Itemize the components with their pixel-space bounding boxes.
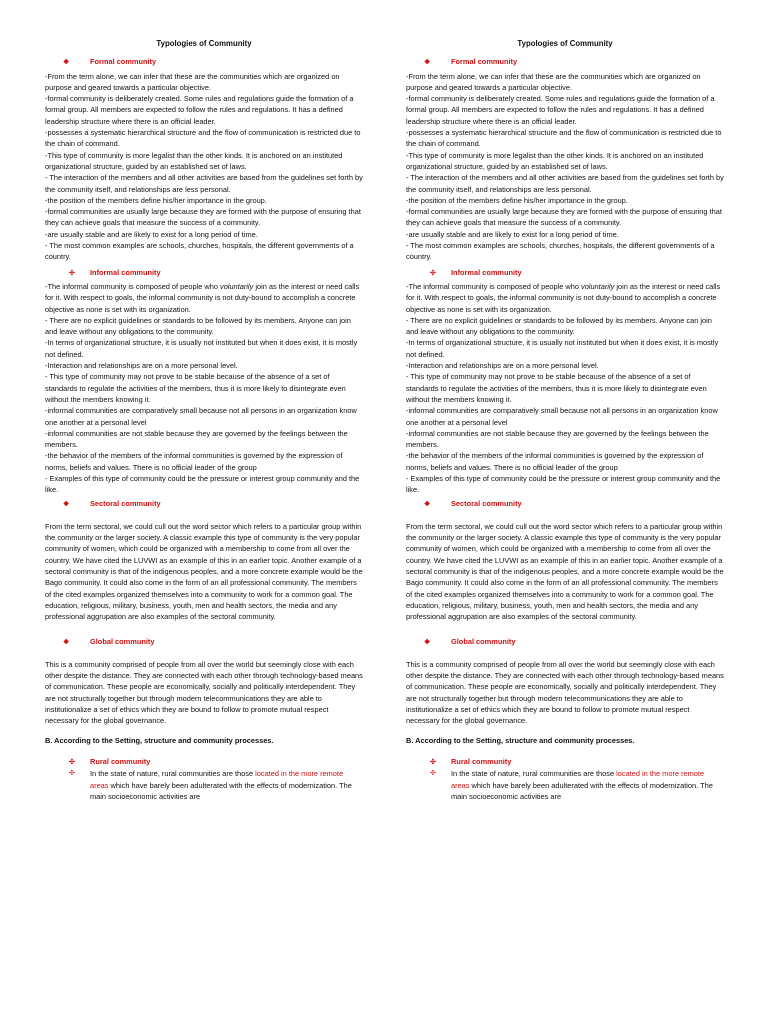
diamond-bullet-icon: ❖ <box>424 638 431 646</box>
informal-heading <box>45 267 363 279</box>
paragraph: -formal communities are usually large because they are formed with the purpose of ensuring that they can achieve goals that measure the success of a community. <box>45 207 361 228</box>
global-heading-label: Global community <box>90 636 155 646</box>
four-point-star-icon: ✣ <box>430 770 436 778</box>
informal-body <box>45 281 363 496</box>
paragraph: - There are no explicit guidelines or standards to be followed by its members. Anyone can join and leave without any obligations to the community. <box>45 315 351 337</box>
paragraph: -In terms of organizational structure, it is usually not instituted but when it does exist, it is mostly not defined. <box>406 338 719 359</box>
paragraph: -possesses a systematic hierarchical structure and the flow of communication is restricted due to the chain of command. <box>45 128 361 149</box>
page-title: Typologies of Community <box>517 39 613 48</box>
sectoral-heading-label: Sectoral community <box>451 498 522 508</box>
rural-heading-label: Rural community <box>90 756 151 766</box>
sectoral-body: From the term sectoral, we could cull out the word sector which refers to a particular group within the community or the larger society. A classic example this type of community is the very popular community of women, which could be organized with a membership to come from all over the country. We have cited the LUVWI as an example of this in an earlier topic. Another example of a sectoral community is that of the indigenous peoples, and a more concrete example would be the Bago community. It could also come in the form of an all professional community. The members of the cited examples organized themselves into a community to work for a common goal. The education, religious, military, business, youth, men and health sectors, the media and any professional aggrupation are also examples of the sectoral community. <box>406 521 724 622</box>
formal-heading <box>45 56 363 68</box>
paragraph: -are usually stable and are likely to exist for a long period of time. <box>45 229 258 239</box>
paragraph: - This type of community may not prove to be stable because of the absence of a set of standards to regulate the activities of the members, thus it is more likely to disintegrate even without the members knowing it. <box>45 372 346 404</box>
four-point-star-icon: ✣ <box>430 758 436 766</box>
diamond-bullet-icon: ❖ <box>424 500 431 508</box>
paragraph: -The informal community is composed of people who voluntarily join as the interest or need calls for it. With respect to goals, the informal community is not duty-bound to accomplish a concrete objective as none is set with its organization. <box>45 281 360 314</box>
paragraph: - The interaction of the members and all other activities are based from the guidelines set forth by the community itself, and relationships are less personal. <box>45 173 363 194</box>
informal-heading-label: Informal community <box>90 267 161 277</box>
four-point-star-icon: ✣ <box>69 269 75 277</box>
four-point-star-icon: ✣ <box>69 758 75 766</box>
section-b-heading: B. According to the Setting, structure and community processes. <box>406 735 635 745</box>
formal-heading-label: Formal community <box>451 57 518 67</box>
formal-body <box>45 71 363 263</box>
section-b-heading: B. According to the Setting, structure and community processes. <box>45 735 274 745</box>
paragraph: -Interaction and relationships are on a more personal level. <box>406 361 599 371</box>
paragraph: -From the term alone, we can infer that these are the communities which are organized on purpose and geared towards a particular objective. <box>406 71 701 92</box>
informal-heading-label: Informal community <box>451 267 522 277</box>
rural-heading <box>406 756 724 768</box>
paragraph: - The most common examples are schools, churches, hospitals, the different governments of a country. <box>45 241 354 262</box>
global-heading <box>45 636 363 648</box>
diamond-bullet-icon: ❖ <box>63 59 70 67</box>
paragraph: -the position of the members define his/her importance in the group. <box>45 195 267 205</box>
paragraph: -possesses a systematic hierarchical structure and the flow of communication is restricted due to the chain of command. <box>406 128 722 149</box>
page-title: Typologies of Community <box>156 39 252 48</box>
formal-heading <box>406 56 724 68</box>
diamond-bullet-icon: ❖ <box>424 59 431 67</box>
informal-heading <box>406 267 724 279</box>
sectoral-heading <box>406 498 724 510</box>
paragraph: -From the term alone, we can infer that these are the communities which are organized on purpose and geared towards a particular objective. <box>45 71 340 92</box>
paragraph: -informal communities are comparatively small because not all persons in an organization know one another at a personal level <box>45 406 357 427</box>
rural-text: In the state of nature, rural communities are those located in the more remote areas which have barely been adulterated with the effects of modernization. The main socioeconomic activities are <box>451 769 713 801</box>
paragraph: -This type of community is more legalist than the other kinds. It is anchored on an instituted organizational structure, guided by an established set of laws. <box>406 150 704 171</box>
global-body: This is a community comprised of people from all over the world but seemingly close with each other despite the distance. They are connected with each other through technology-based means of communication. These people are economically, socially and politically interdependent. They are not structurally together but through modern telecommunications they are able to institutionalize a set of ethics which they are bound to follow to promote mutual respect necessary for the global governance. <box>45 659 363 726</box>
rural-heading-label: Rural community <box>451 756 512 766</box>
paragraph: - The most common examples are schools, churches, hospitals, the different governments of a country. <box>406 241 715 262</box>
global-heading <box>406 636 724 648</box>
paragraph: -This type of community is more legalist than the other kinds. It is anchored on an instituted organizational structure, guided by an established set of laws. <box>45 150 343 171</box>
paragraph: -the behavior of the members of the informal communities is governed by the expression of norms, beliefs and values. There is no official leader of the group <box>406 451 704 472</box>
paragraph: - This type of community may not prove to be stable because of the absence of a set of standards to regulate the activities of the members, thus it is more likely to disintegrate even without the members knowing it. <box>406 372 707 404</box>
paragraph: -informal communities are not stable because they are governed by the feelings between the members. <box>45 428 348 450</box>
paragraph: -formal communities are usually large because they are formed with the purpose of ensuring that they can achieve goals that measure the success of a community. <box>406 207 722 228</box>
global-heading-label: Global community <box>451 636 516 646</box>
paragraph: - Examples of this type of community could be the pressure or interest group community and the like. <box>45 473 360 495</box>
sectoral-body: From the term sectoral, we could cull out the word sector which refers to a particular group within the community or the larger society. A classic example this type of community is the very popular community of women, which could be organized with a membership to come from all over the country. We have cited the LUVWI as an example of this in an earlier topic. Another example of a sectoral community is that of the indigenous peoples, and a more concrete example would be the Bago community. It could also come in the form of an all professional community. The members of the cited examples organized themselves into a community to work for a common goal. The education, religious, military, business, youth, men and health sectors, the media and any professional aggrupation are also examples of the sectoral community. <box>45 521 363 622</box>
paragraph: -informal communities are not stable because they are governed by the feelings between the members. <box>406 428 709 450</box>
four-point-star-icon: ✣ <box>430 269 436 277</box>
paragraph: -the behavior of the members of the informal communities is governed by the expression of norms, beliefs and values. There is no official leader of the group <box>45 451 343 472</box>
right-column <box>406 38 724 802</box>
rural-item <box>45 768 363 802</box>
diamond-bullet-icon: ❖ <box>63 638 70 646</box>
paragraph: -In terms of organizational structure, it is usually not instituted but when it does exist, it is mostly not defined. <box>45 338 358 359</box>
paragraph: -The informal community is composed of people who voluntarily join as the interest or need calls for it. With respect to goals, the informal community is not duty-bound to accomplish a concrete objective as none is set with its organization. <box>406 281 721 314</box>
formal-body <box>406 71 724 263</box>
informal-body <box>406 281 724 496</box>
rural-heading <box>45 756 363 768</box>
global-body: This is a community comprised of people from all over the world but seemingly close with each other despite the distance. They are connected with each other through technology-based means of communication. These people are economically, socially and politically interdependent. They are not structurally together but through modern telecommunications they are able to institutionalize a set of ethics which they are bound to follow to promote mutual respect necessary for the global governance. <box>406 659 724 726</box>
four-point-star-icon: ✣ <box>69 770 75 778</box>
paragraph: - The interaction of the members and all other activities are based from the guidelines set forth by the community itself, and relationships are less personal. <box>406 173 724 194</box>
paragraph: -formal community is deliberately created. Some rules and regulations guide the formation of a formal group. All members are expected to follow the rules and regulations. It has a defined leadership structure where there is an official leader. <box>406 94 715 126</box>
paragraph: - Examples of this type of community could be the pressure or interest group community and the like. <box>406 473 721 495</box>
paragraph: - There are no explicit guidelines or standards to be followed by its members. Anyone can join and leave without any obligations to the community. <box>406 315 712 337</box>
rural-item <box>406 768 724 802</box>
sectoral-heading-label: Sectoral community <box>90 498 161 508</box>
left-column <box>45 38 363 802</box>
diamond-bullet-icon: ❖ <box>63 500 70 508</box>
paragraph: -informal communities are comparatively small because not all persons in an organization know one another at a personal level <box>406 406 718 427</box>
formal-heading-label: Formal community <box>90 57 157 67</box>
paragraph: -the position of the members define his/her importance in the group. <box>406 195 628 205</box>
paragraph: -Interaction and relationships are on a more personal level. <box>45 361 238 371</box>
paragraph: -formal community is deliberately created. Some rules and regulations guide the formation of a formal group. All members are expected to follow the rules and regulations. It has a defined leadership structure where there is an official leader. <box>45 94 354 126</box>
rural-text: In the state of nature, rural communities are those located in the more remote areas which have barely been adulterated with the effects of modernization. The main socioeconomic activities are <box>90 769 352 801</box>
sectoral-heading <box>45 498 363 510</box>
paragraph: -are usually stable and are likely to exist for a long period of time. <box>406 229 619 239</box>
